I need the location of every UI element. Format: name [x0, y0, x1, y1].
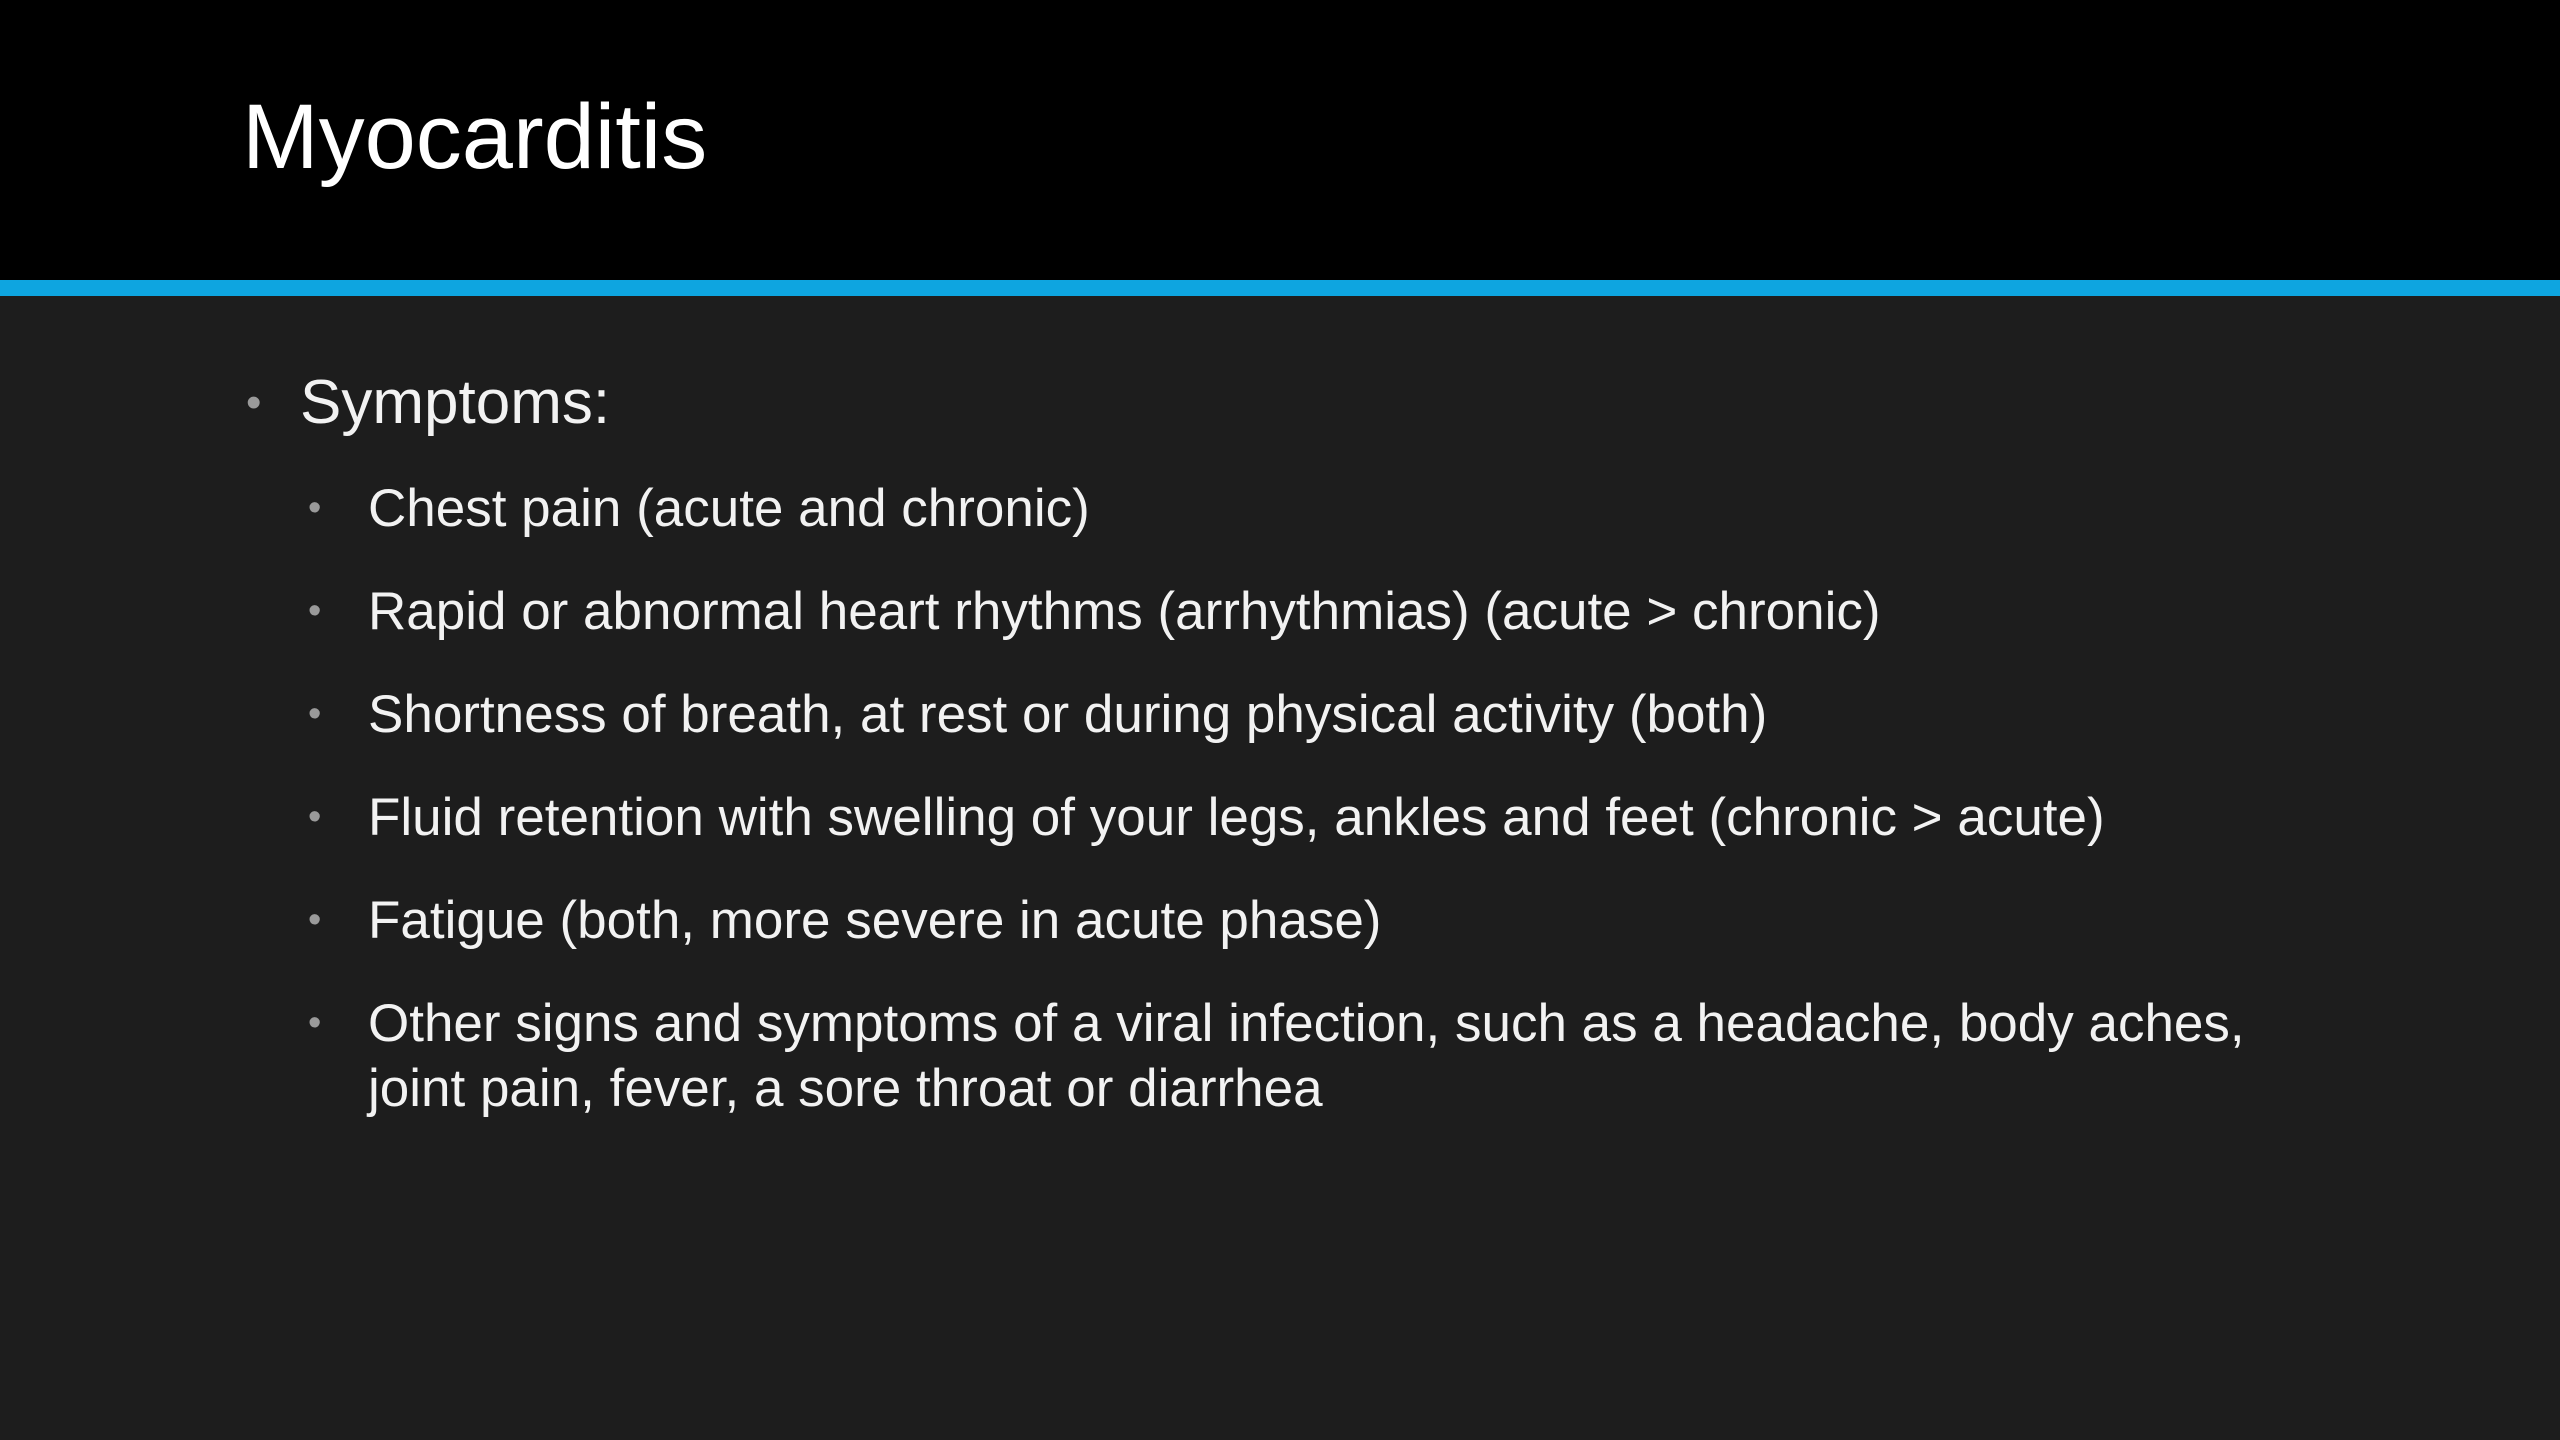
- symptom-list: [308, 476, 2308, 1159]
- bullet-dot-icon: •: [308, 487, 322, 529]
- list-item: [308, 785, 2308, 850]
- bullet-dot-icon: •: [308, 590, 322, 632]
- list-item: [308, 579, 2308, 644]
- slide-content: [0, 296, 2560, 1440]
- main-bullet-text: Symptoms:: [300, 368, 611, 437]
- slide-title: Myocarditis: [242, 86, 708, 188]
- list-item-text: Other signs and symptoms of a viral infection, such as a headache, body aches, joint pain, fever, a sore throat or diarrhea: [368, 994, 2245, 1118]
- bullet-dot-icon: •: [308, 1002, 322, 1044]
- list-item: [308, 888, 2308, 953]
- list-item: [308, 682, 2308, 747]
- list-item: [308, 991, 2308, 1121]
- accent-divider: [0, 280, 2560, 296]
- list-item-text: Fluid retention with swelling of your legs, ankles and feet (chronic > acute): [368, 788, 2105, 847]
- list-item-text: Chest pain (acute and chronic): [368, 479, 1090, 538]
- list-item: [308, 476, 2308, 541]
- list-item-text: Shortness of breath, at rest or during physical activity (both): [368, 685, 1768, 744]
- bullet-dot-icon: •: [308, 796, 322, 838]
- bullet-dot-icon: •: [246, 378, 262, 427]
- slide-header: [0, 0, 2560, 280]
- bullet-dot-icon: •: [308, 693, 322, 735]
- bullet-dot-icon: •: [308, 899, 322, 941]
- list-item-text: Rapid or abnormal heart rhythms (arrhythmias) (acute > chronic): [368, 582, 1881, 641]
- list-item-text: Fatigue (both, more severe in acute phase): [368, 891, 1382, 950]
